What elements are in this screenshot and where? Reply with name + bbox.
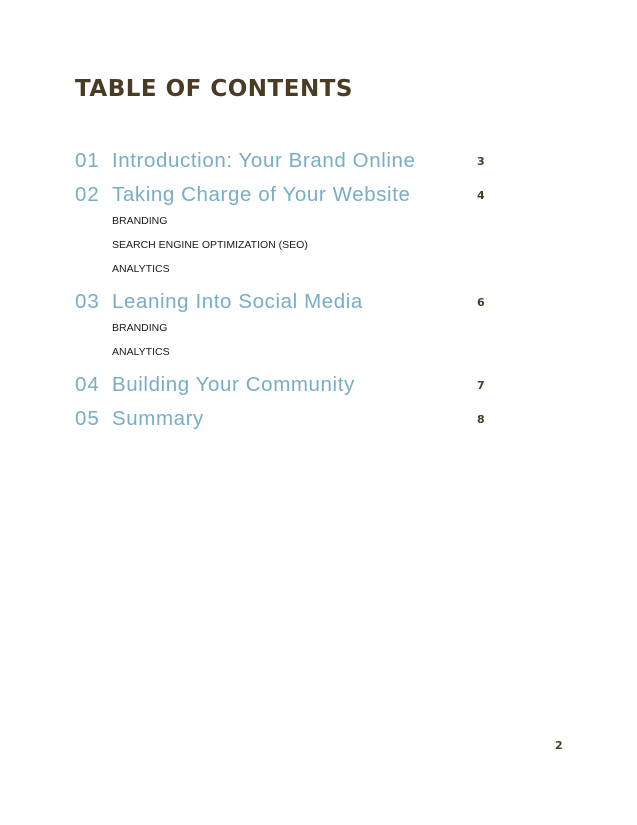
toc-subitem-analytics[interactable]: ANALYTICS	[112, 263, 170, 275]
toc-subitem-analytics[interactable]: ANALYTICS	[112, 346, 170, 358]
toc-entry-social-media[interactable]	[75, 288, 495, 319]
toc-entry-page: 7	[477, 379, 485, 392]
toc-entry-title: Leaning Into Social Media	[112, 290, 363, 313]
page-number: 2	[555, 739, 563, 752]
toc-entry-number: 05	[75, 407, 100, 430]
toc-entry-page: 6	[477, 296, 485, 309]
toc-entry-website[interactable]	[75, 181, 495, 212]
toc-entry-title: Introduction: Your Brand Online	[112, 149, 416, 172]
toc-entry-summary[interactable]	[75, 405, 495, 439]
toc-entry-page: 3	[477, 155, 485, 168]
toc-subitems	[112, 212, 495, 288]
toc-subitems	[112, 319, 495, 371]
toc-entry-page: 8	[477, 413, 485, 426]
toc-subitem-branding[interactable]: BRANDING	[112, 322, 168, 334]
toc-entry-introduction[interactable]	[75, 147, 495, 181]
toc-entry-title: Taking Charge of Your Website	[112, 183, 411, 206]
toc-entry-page: 4	[477, 189, 485, 202]
toc-subitem-seo[interactable]: SEARCH ENGINE OPTIMIZATION (SEO)	[112, 239, 308, 251]
toc-entry-number: 03	[75, 290, 100, 313]
toc-entry-number: 01	[75, 149, 100, 172]
toc-entry-title: Summary	[112, 407, 204, 430]
toc-entry-title: Building Your Community	[112, 373, 355, 396]
table-of-contents	[75, 147, 495, 439]
toc-entry-number: 02	[75, 183, 100, 206]
toc-subitem-branding[interactable]: BRANDING	[112, 215, 168, 227]
toc-entry-number: 04	[75, 373, 100, 396]
toc-entry-community[interactable]	[75, 371, 495, 405]
page-title: TABLE OF CONTENTS	[75, 76, 353, 102]
